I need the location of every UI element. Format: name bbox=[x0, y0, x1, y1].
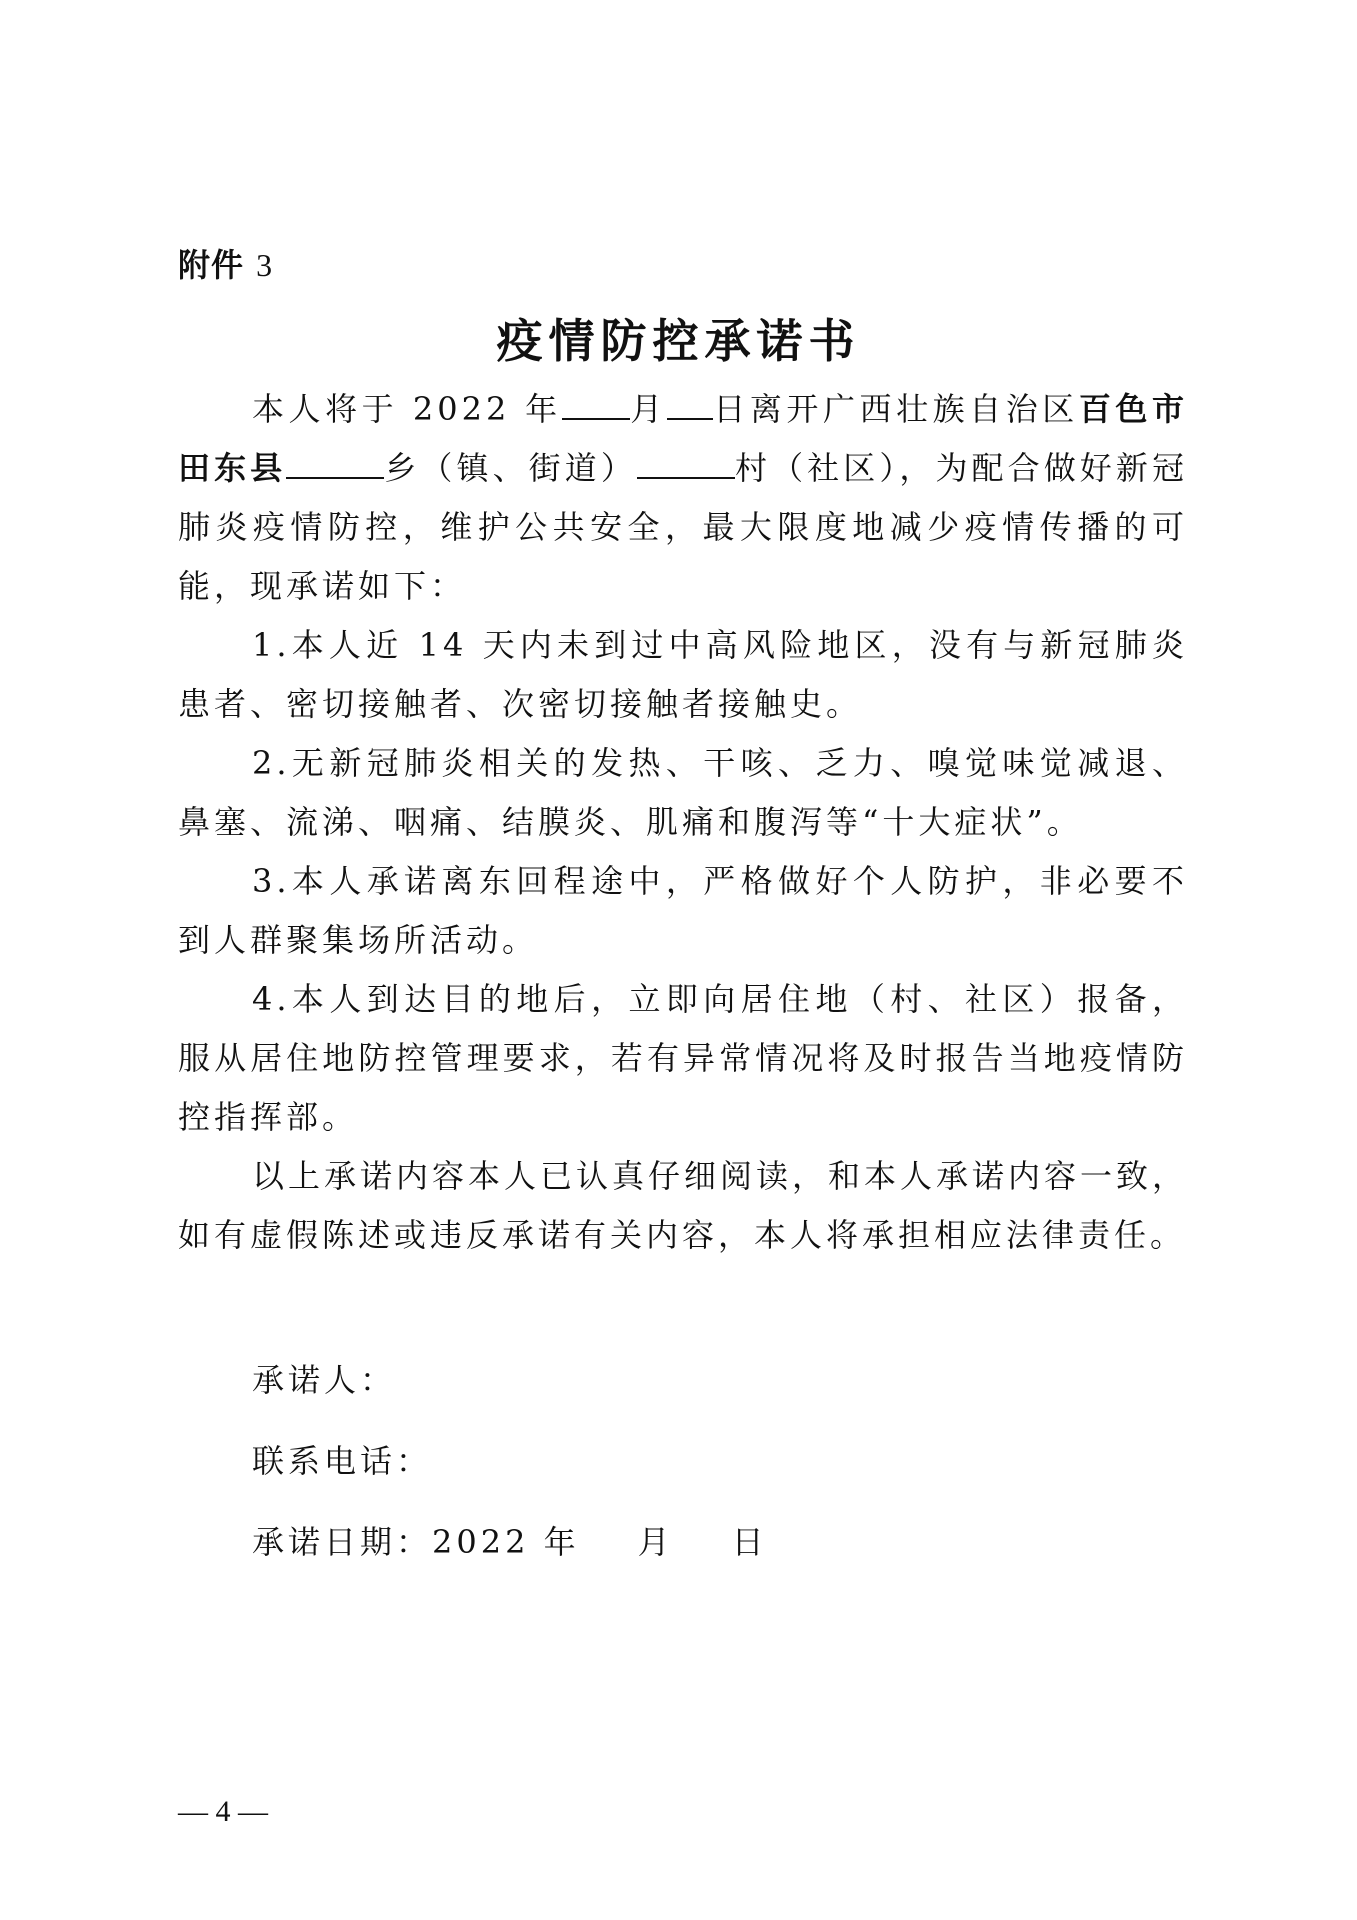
village-blank bbox=[637, 447, 735, 479]
town-blank bbox=[286, 447, 384, 479]
page-number: — 4 — bbox=[178, 1795, 268, 1828]
attachment-text: 附件 bbox=[178, 246, 245, 284]
commitment-item: 4.本人到达目的地后，立即向居住地（村、社区）报备，服从居住地防控管理要求，若有异常情况将及时报告当地疫情防控指挥部。 bbox=[178, 980, 1188, 1136]
date-label: 承诺日期：2022 年 bbox=[252, 1523, 580, 1561]
attachment-label bbox=[178, 240, 273, 286]
intro-text-2: 月 bbox=[629, 390, 667, 428]
commitment-item: 3.本人承诺离东回程途中，严格做好个人防护，非必要不到人群聚集场所活动。 bbox=[178, 862, 1188, 959]
commitment-item: 1.本人近 14 天内未到过中高风险地区，没有与新冠肺炎患者、密切接触者、次密切接触者接触史。 bbox=[178, 626, 1188, 723]
document-body bbox=[178, 380, 1188, 1265]
day-blank bbox=[667, 388, 713, 420]
document-title: 疫情防控承诺书 bbox=[496, 314, 861, 368]
intro-paragraph bbox=[178, 380, 1188, 616]
month-blank bbox=[562, 388, 630, 420]
county-name: 田东县 bbox=[178, 449, 287, 487]
commitment-item: 2.无新冠肺炎相关的发热、干咳、乏力、嗅觉味觉减退、鼻塞、流涕、咽痛、结膜炎、肌痛和腹泻等“十大症状”。 bbox=[178, 744, 1188, 841]
intro-text-3: 日离开广西壮族自治区 bbox=[712, 390, 1079, 428]
phone-label: 联系电话： bbox=[252, 1442, 433, 1480]
city-name: 百色市 bbox=[1078, 390, 1188, 428]
date-line bbox=[252, 1517, 768, 1563]
intro-text-4: 乡（镇、街道） bbox=[384, 449, 637, 487]
closing-paragraph: 以上承诺内容本人已认真仔细阅读，和本人承诺内容一致，如有虚假陈述或违反承诺有关内容，本人将承担相应法律责任。 bbox=[178, 1157, 1189, 1254]
intro-text-5: 村（社区），为配合做好新冠肺炎疫情防控，维护公共安全，最大限度地减少疫情传播的可能，现承诺如下： bbox=[178, 449, 1188, 605]
promiser-label: 承诺人： bbox=[252, 1361, 397, 1399]
attachment-number: 3 bbox=[256, 247, 274, 283]
date-day: 日 bbox=[731, 1523, 768, 1561]
intro-text-1: 本人将于 2022 年 bbox=[252, 390, 562, 428]
date-month: 月 bbox=[637, 1523, 674, 1561]
